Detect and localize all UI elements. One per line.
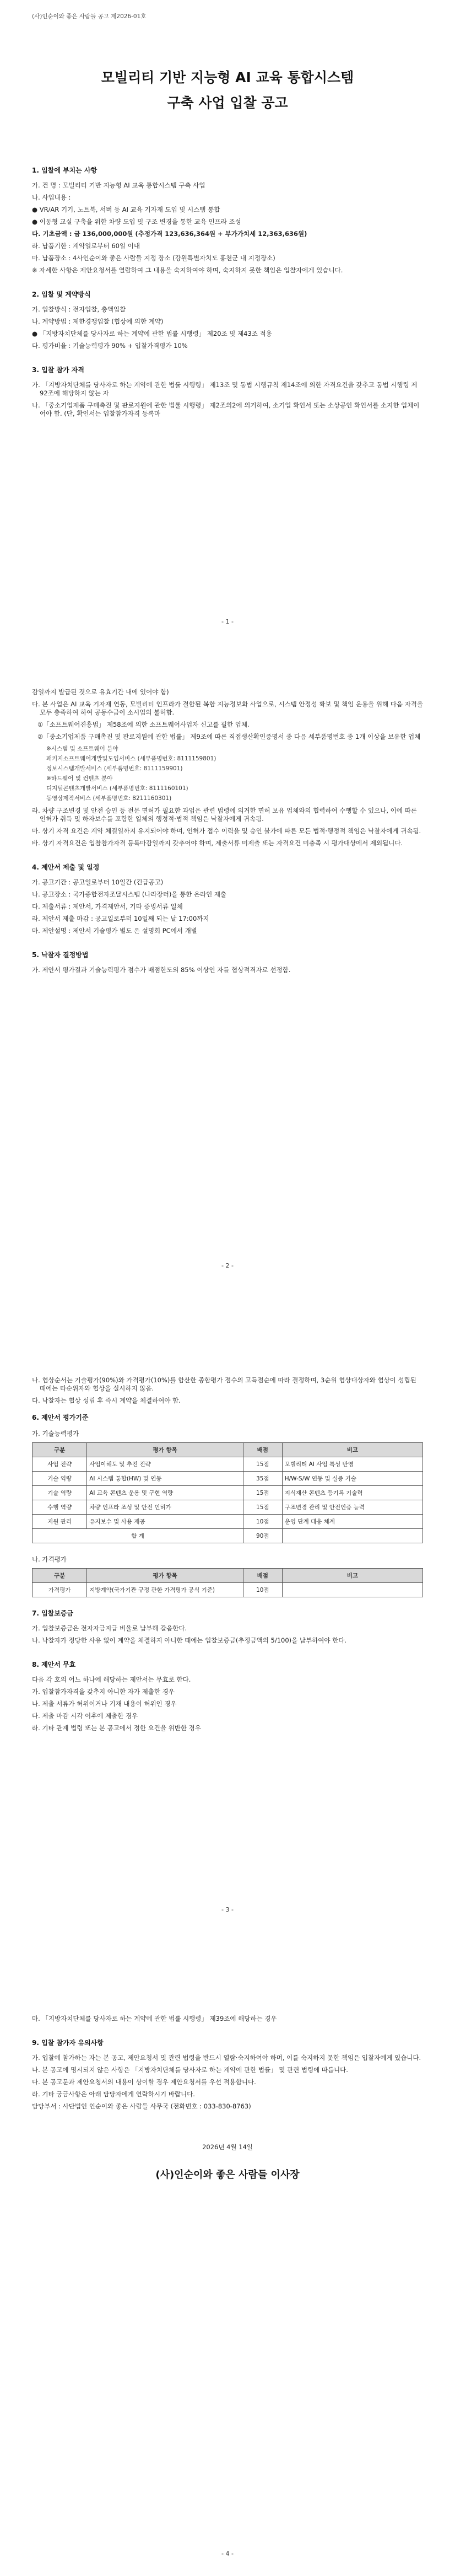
list-item: 다. 낙찰자는 협상 성립 후 즉시 계약을 체결하여야 함. <box>32 1397 181 1404</box>
section-3-cont <box>32 688 423 978</box>
list-item: 다. 제출 마감 시각 이후에 제출한 경우 <box>32 1712 138 1720</box>
list-item: 나. 본 공고에 명시되지 않은 사항은 「지방자치단체를 당사자로 하는 계약에 관한 법률」 및 관련 법령에 따릅니다. <box>32 2066 348 2074</box>
code-line: 디지털콘텐츠개발서비스 (세부품명번호: 8111160101) <box>46 785 188 792</box>
page-number: - 1 - <box>221 618 234 625</box>
list-item: 라. 기타 관계 법령 또는 본 공고에서 정한 요건을 위반한 경우 <box>32 1724 201 1732</box>
notice-date: 2026년 4월 14일 <box>202 2143 253 2151</box>
table-caption: 가. 기술능력평가 <box>32 1430 79 1437</box>
section-heading: 1. 입찰에 부치는 사항 <box>32 167 98 174</box>
list-item: 나. 계약방법 : 제한경쟁입찰 (협상에 의한 계약) <box>32 318 164 325</box>
bullet-item: ● VR/AR 기기, 노트북, 서버 등 AI 교육 기자재 도입 및 시스템 통합 <box>32 206 220 213</box>
list-item: 가. 입찰참가자격을 갖추지 아니한 자가 제출한 경우 <box>32 1688 175 1695</box>
list-item: 나. 공고장소 : 국가종합전자조달시스템 (나라장터)을 통한 온라인 제출 <box>32 890 227 898</box>
section-heading: 2. 입찰 및 계약방식 <box>32 291 91 298</box>
table-header: 평가 항목 <box>87 1569 243 1583</box>
page-number: - 4 - <box>221 2550 234 2557</box>
section-heading: 7. 입찰보증금 <box>32 1609 74 1617</box>
contact-info: 담당부서 : 사단법인 인순이와 좋은 사람들 사무국 (전화번호 : 033-830-8763) <box>32 2102 251 2110</box>
table-row: 지원 관리 유지보수 및 사용 제공 10점 운영 단계 대응 체계 <box>32 1515 423 1529</box>
list-item: 마. 제안설명 : 제안서 기술평가 별도 온 설명회 PC에서 개별 <box>32 927 197 935</box>
section-heading: 4. 제안서 제출 및 일정 <box>32 863 100 871</box>
title-line-1: 모빌리티 기반 지능형 AI 교육 통합시스템 <box>101 69 354 85</box>
note-text: ※ 자세한 사항은 제안요청서를 열람하여 그 내용을 숙지하여야 하며, 숙지하지 못한 책임은 입찰자에게 있습니다. <box>32 266 343 274</box>
list-item: 라. 차량 구조변경 및 안전 승인 등 전문 면허가 필요한 과업은 관련 법령에 의거한 면허 보유 업체와의 협력하여 수행할 수 있으나, 이에 따른 인허가 취득 및 하자보수를 포함한 일체의 행정적·법적 책임은 낙찰자에게 귀속됨. <box>32 807 417 823</box>
title-line-2: 구축 사업 입찰 공고 <box>167 95 288 111</box>
list-item: 나. 낙찰자가 정당한 사유 없이 계약을 체결하지 아니한 때에는 입찰보증금(추정금액의 5/100)을 납부하여야 한다. <box>32 1636 346 1644</box>
section-9 <box>32 2015 423 2181</box>
list-item: 가. 입찰에 참가하는 자는 본 공고, 제안요청서 및 관련 법령을 반드시 열람·숙지하여야 하며, 이를 숙지하지 못한 책임은 입찰자에게 있습니다. <box>32 2054 421 2062</box>
price-eval-table <box>32 1568 423 1597</box>
page-number: - 3 - <box>221 1906 234 1913</box>
page-1 <box>0 0 455 644</box>
list-item: 나. 「중소기업제품 구매촉진 및 판로지원에 관한 법률 시행령」 제2조의2에 의거하여, 소기업 확인서 또는 소상공인 확인서를 소지한 업체이어야 함. (단, 확인서는 입찰참가자격 등록마 <box>32 401 420 417</box>
list-intro: 다음 각 호의 어느 하나에 해당하는 제안서는 무효로 한다. <box>32 1676 191 1683</box>
list-item: 가. 「지방자치단체를 당사자로 하는 계약에 관한 법률 시행령」 제13조 및 동법 시행규칙 제14조에 의한 자격요건을 갖추고 동법 시행령 제92조에 해당하지 않는 자 <box>32 381 418 397</box>
list-item-cont: 감일까지 발급된 것으로 유효기간 내에 있어야 함) <box>32 688 169 696</box>
table-header: 구분 <box>32 1443 87 1457</box>
code-line: ※하드웨어 및 컨텐츠 분야 <box>46 775 113 782</box>
item-period: 라. 납품기한 : 계약일로부터 60일 이내 <box>32 242 140 250</box>
code-line: 정보시스템개발서비스 (세부품명번호: 8111159901) <box>46 765 183 772</box>
table-total-row: 합 계 90점 <box>32 1529 423 1543</box>
signature-line: (사)인순이와 좋은 사람들 이사장 <box>155 2169 300 2181</box>
list-item: 라. 기타 궁금사항은 아래 담당자에게 연락하시기 바랍니다. <box>32 2090 195 2098</box>
page-number: - 2 - <box>221 1262 234 1269</box>
code-line: 동영상제작서비스 (세부품명번호: 8211160301) <box>46 795 172 802</box>
item-place: 마. 납품장소 : 4사인순이와 좋은 사람들 지정 장소 (강원특별자치도 홍천군 내 지정장소) <box>32 254 275 262</box>
list-item: 다. 본 사업은 AI 교육 기자재 연동, 모빌리티 인프라가 결합된 복합 지능정보화 사업으로, 시스템 안정성 확보 및 책임 운용을 위해 다음 자격을 모두 충족하여 하여 공동수급이 소시업의 불허함. <box>32 700 423 716</box>
bullet-item: ● 「지방자치단체를 당사자로 하는 계약에 관한 법률 시행령」 제20조 및 제43조 적용 <box>32 330 272 337</box>
table-row: 사업 전략 사업이해도 및 추진 전략 15점 모빌리티 AI 사업 특성 반영 <box>32 1457 423 1472</box>
code-line: ※시스템 및 소프트웨어 분야 <box>46 745 118 752</box>
notice-header: (사)인순이와 좋은 사람들 공고 제2026-01호 <box>32 13 147 20</box>
code-line: 패키지소프트웨어개발및도입서비스 (세부품명번호: 8111159801) <box>46 755 216 762</box>
list-item: 가. 입찰방식 : 전자입찰, 총액입찰 <box>32 305 126 313</box>
page-3 <box>0 1288 455 1932</box>
item-budget: 다. 기초금액 : 금 136,000,000원 (추정가격 123,636,364원 + 부가가치세 12,363,636원) <box>32 230 307 238</box>
table-row: 기술 역량 AI 교육 콘텐츠 운용 및 구현 역량 15점 지식재산 콘텐츠 등기록 기술력 <box>32 1486 423 1500</box>
table-header-row <box>32 1443 423 1457</box>
section-heading: 9. 입찰 참가자 유의사항 <box>32 2039 104 2047</box>
list-item: 다. 평가비율 : 기술능력평가 90% + 입찰가격평가 10% <box>32 342 188 350</box>
table-row: 가격평가 지방계약(국가기관 규정 관한 가격평가 공식 기준) 10점 <box>32 1583 423 1597</box>
list-item: 가. 입찰보증금은 전자자금지급 비율로 납부해 갈음한다. <box>32 1624 187 1632</box>
section-heading: 6. 제안서 평가기준 <box>32 1414 89 1421</box>
page-title <box>32 65 423 116</box>
item-name: 가. 건 명 : 모빌리티 기반 지능형 AI 교육 통합시스템 구축 사업 <box>32 181 205 189</box>
table-header: 비고 <box>282 1569 422 1583</box>
table-header: 구분 <box>32 1569 87 1583</box>
list-item: 마. 「지방자치단체를 당사자로 하는 계약에 관한 법률 시행령」 제39조에 해당하는 경우 <box>32 2015 277 2022</box>
table-caption: 나. 가격평가 <box>32 1555 67 1563</box>
page-2 <box>0 644 455 1288</box>
list-item: 마. 상기 자격 요건은 계약 체결일까지 유지되어야 하며, 인허가 접수 이력을 및 승인 불가에 따른 모든 법적·행정적 책임은 낙찰자에게 귀속됨. <box>32 827 421 835</box>
list-item: 다. 제출서류 : 제안서, 가격제안서, 기타 증빙서류 일체 <box>32 903 183 910</box>
section-heading: 3. 입찰 참가 자격 <box>32 366 84 374</box>
list-item: 다. 본 공고문과 제안요청서의 내용이 상이할 경우 제안요청서를 우선 적용합니다. <box>32 2078 256 2086</box>
sub-item: ②「중소기업제품 구매촉진 및 판로지원에 관한 법률」 제9조에 따른 직접생산확인증명서 중 다음 세부품명번호 중 1개 이상을 보유한 업체 <box>37 733 421 740</box>
table-row: 기술 역량 AI 시스템 통합(HW) 및 연동 35점 H/W-S/W 연동 및 실증 기술 <box>32 1472 423 1486</box>
item-content: 나. 사업내용 : <box>32 194 71 201</box>
tech-eval-table <box>32 1442 423 1543</box>
page-4 <box>0 1932 455 2576</box>
section-heading: 8. 제안서 무효 <box>32 1661 76 1668</box>
table-header: 배점 <box>243 1443 282 1457</box>
list-item: 나. 협상순서는 기술평가(90%)와 가격평가(10%)를 합산한 종합평가 점수의 고득점순에 따라 결정하며, 3순위 협상대상자와 협상이 성립된 때에는 타순위자와 협상을 실시하지 않음. <box>32 1376 416 1392</box>
sub-item: ①「소프트웨어진흥법」 제58조에 의한 소프트웨어사업자 신고를 필한 업체. <box>37 721 250 728</box>
section-heading: 5. 낙찰자 결정방법 <box>32 951 89 959</box>
bullet-item: ● 이동형 교실 구축을 위한 차량 도입 및 구조 변경을 통한 교육 인프라 조성 <box>32 218 241 226</box>
list-item: 가. 제안서 평가결과 기술능력평가 점수가 배점한도의 85% 이상인 자를 협상적격자로 선정함. <box>32 966 291 974</box>
section-5-cont <box>32 1376 423 1736</box>
section-1 <box>32 165 423 422</box>
list-item: 가. 공고기간 : 공고일로부터 10일간 (긴급공고) <box>32 878 164 886</box>
list-item: 바. 상기 자격요건은 입찰참가자격 등록마감일까지 갖추어야 하며, 제출서류 미제출 또는 자격요건 미충족 시 평가대상에서 제외됩니다. <box>32 839 403 847</box>
table-header: 배점 <box>243 1569 282 1583</box>
table-header-row <box>32 1569 423 1583</box>
table-header: 비고 <box>282 1443 422 1457</box>
table-row: 수행 역량 차량 인프라 조성 및 안전 인허가 15점 구조변경 관리 및 안전인증 능력 <box>32 1500 423 1515</box>
list-item: 라. 제안서 제출 마감 : 공고일로부터 10일째 되는 날 17:00까지 <box>32 915 209 922</box>
list-item: 나. 제출 서류가 허위이거나 기재 내용이 허위인 경우 <box>32 1700 177 1708</box>
table-header: 평가 항목 <box>87 1443 243 1457</box>
